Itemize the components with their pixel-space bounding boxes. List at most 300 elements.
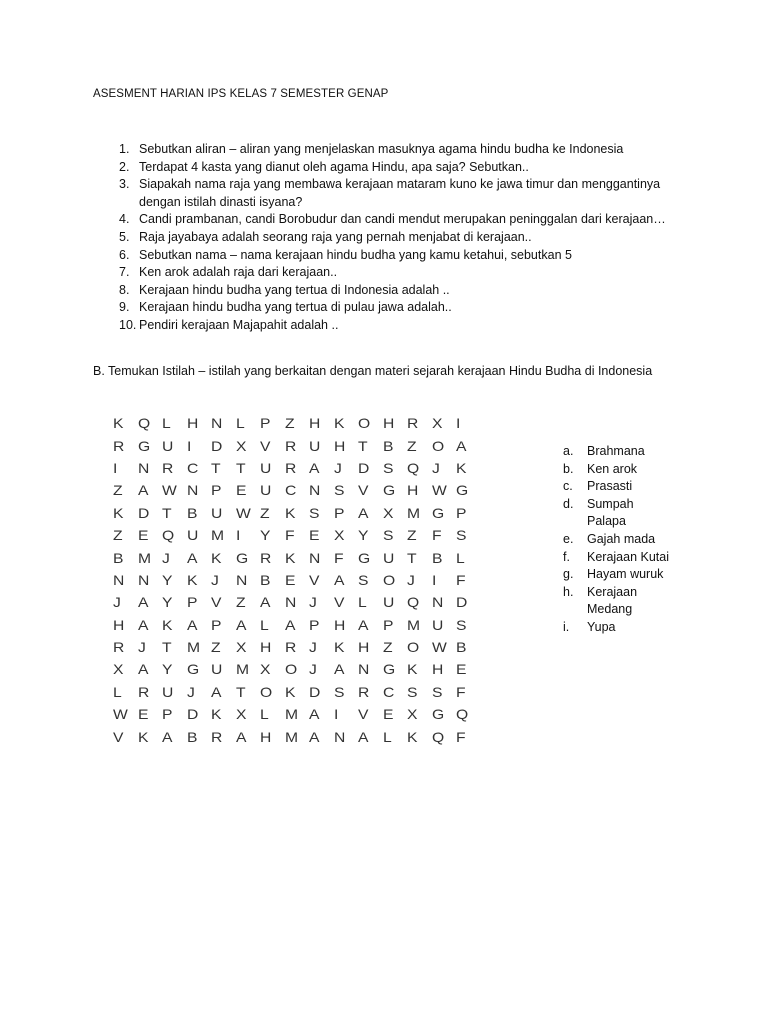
grid-letter: T: [211, 459, 221, 476]
grid-letter: K: [113, 415, 124, 432]
grid-letter: X: [260, 661, 271, 678]
grid-letter: L: [260, 616, 269, 633]
grid-letter: O: [431, 437, 444, 454]
grid-letter: Z: [113, 527, 123, 544]
grid-letter: V: [260, 437, 271, 454]
grid-letter: V: [358, 706, 369, 723]
grid-letter: S: [333, 482, 344, 499]
grid-letter: A: [186, 549, 197, 566]
grid-letter: H: [260, 728, 272, 745]
grid-letter: R: [211, 728, 223, 745]
grid-letter: X: [333, 527, 344, 544]
term-text: Yupa: [587, 619, 616, 634]
grid-letter: U: [382, 549, 394, 566]
grid-letter: D: [137, 504, 149, 521]
question-item: [93, 317, 693, 335]
grid-letter: G: [431, 706, 444, 723]
grid-letter: H: [113, 616, 125, 633]
grid-letter: J: [162, 549, 170, 566]
grid-letter: L: [382, 728, 392, 745]
grid-row: [113, 703, 481, 725]
grid-letter: P: [382, 616, 393, 633]
grid-row: [113, 457, 481, 479]
grid-letter: R: [284, 437, 296, 454]
grid-letter: R: [284, 459, 296, 476]
grid-letter: D: [309, 683, 321, 700]
grid-letter: L: [456, 549, 465, 566]
grid-letter: A: [162, 728, 173, 745]
grid-letter: A: [309, 728, 320, 745]
grid-letter: E: [284, 571, 295, 588]
grid-letter: N: [113, 571, 125, 588]
grid-letter: E: [137, 706, 148, 723]
grid-letter: R: [284, 639, 296, 656]
grid-letter: U: [162, 437, 174, 454]
question-text: Candi prambanan, candi Borobudur dan candi mendut merupakan peninggalan dari kerajaan…: [139, 212, 666, 227]
grid-letter: F: [431, 527, 442, 544]
grid-letter: Z: [284, 415, 295, 432]
grid-letter: B: [382, 437, 393, 454]
grid-row: [113, 725, 481, 747]
grid-letter: H: [358, 639, 370, 656]
grid-row: [113, 636, 481, 658]
grid-letter: H: [260, 639, 272, 656]
grid-letter: J: [137, 639, 146, 656]
grid-letter: Q: [407, 459, 420, 476]
grid-letter: T: [235, 459, 246, 476]
grid-letter: D: [186, 706, 198, 723]
grid-letter: B: [431, 549, 442, 566]
grid-letter: F: [456, 683, 466, 700]
question-text: Siapakah nama raja yang membawa kerajaan mataram kuno ke jawa timur dan menggantinya dengan istilah dinasti isyana?: [139, 177, 661, 209]
grid-letter: B: [186, 728, 197, 745]
grid-letter: G: [431, 504, 444, 521]
grid-letter: P: [162, 706, 173, 723]
term-item: [563, 513, 697, 531]
grid-letter: M: [137, 549, 151, 566]
grid-letter: L: [358, 594, 367, 611]
page-title: ASESMENT HARIAN IPS KELAS 7 SEMESTER GENAP: [93, 88, 389, 100]
question-number: 1.: [119, 142, 130, 156]
term-item: [563, 566, 697, 584]
grid-letter: Q: [407, 594, 420, 611]
grid-letter: J: [309, 639, 317, 656]
term-text: Medang: [587, 602, 633, 617]
grid-letter: O: [284, 661, 297, 678]
grid-letter: I: [456, 415, 461, 432]
grid-letter: A: [137, 661, 148, 678]
term-text: Sumpah: [587, 496, 634, 511]
grid-letter: K: [211, 549, 222, 566]
question-text: Ken arok adalah raja dari kerajaan..: [139, 265, 338, 280]
grid-letter: P: [333, 504, 344, 521]
grid-letter: X: [235, 639, 246, 656]
grid-letter: N: [358, 661, 370, 678]
grid-letter: A: [358, 616, 369, 633]
grid-letter: Z: [113, 482, 123, 499]
grid-letter: Z: [260, 504, 270, 521]
grid-letter: A: [309, 459, 320, 476]
term-label: d.: [563, 496, 574, 511]
question-number: 6.: [119, 247, 130, 262]
grid-letter: E: [235, 482, 246, 499]
grid-letter: M: [407, 616, 421, 633]
term-item: [563, 478, 697, 496]
grid-letter: L: [162, 415, 171, 432]
grid-letter: I: [235, 527, 240, 544]
grid-letter: L: [260, 706, 269, 723]
grid-letter: P: [456, 504, 467, 521]
grid-letter: H: [333, 616, 345, 633]
grid-letter: F: [456, 571, 466, 588]
question-text: Sebutkan nama – nama kerajaan hindu budha yang kamu ketahui, sebutkan 5: [139, 247, 572, 262]
term-label: i.: [563, 619, 570, 634]
grid-letter: K: [186, 571, 197, 588]
grid-letter: O: [260, 683, 273, 700]
question-number: 8.: [119, 282, 130, 297]
grid-letter: H: [186, 415, 198, 432]
grid-letter: U: [382, 594, 394, 611]
term-item: [563, 443, 697, 461]
section-b-heading: B. Temukan Istilah – istilah yang berkaitan dengan materi sejarah kerajaan Hindu Budha di Indonesia: [93, 364, 653, 378]
term-label: f.: [563, 549, 570, 564]
grid-letter: R: [358, 683, 370, 700]
grid-letter: K: [284, 549, 295, 566]
question-item: [93, 211, 693, 229]
grid-letter: N: [211, 415, 223, 432]
term-item: [563, 531, 697, 549]
grid-letter: F: [456, 728, 466, 745]
term-item: [563, 619, 697, 637]
grid-letter: N: [137, 459, 149, 476]
grid-letter: W: [162, 482, 177, 499]
grid-letter: G: [358, 549, 371, 566]
grid-letter: X: [382, 504, 393, 521]
grid-letter: H: [333, 437, 345, 454]
grid-letter: A: [137, 482, 148, 499]
question-text: Sebutkan aliran – aliran yang menjelaskan masuknya agama hindu budha ke Indonesia: [139, 142, 624, 156]
question-list: [93, 141, 693, 335]
grid-letter: Y: [162, 594, 173, 611]
grid-letter: F: [333, 549, 344, 566]
grid-row: [113, 434, 481, 456]
grid-letter: Z: [407, 527, 417, 544]
grid-letter: T: [235, 683, 246, 700]
term-item: [563, 461, 697, 479]
grid-letter: B: [186, 504, 197, 521]
grid-letter: K: [456, 459, 467, 476]
term-item: [563, 549, 697, 567]
grid-letter: S: [382, 459, 393, 476]
grid-letter: J: [309, 594, 317, 611]
question-item: [93, 264, 693, 282]
grid-letter: E: [382, 706, 393, 723]
grid-row: [113, 614, 481, 636]
question-number: 3.: [119, 177, 130, 192]
grid-letter: Q: [162, 527, 175, 544]
grid-letter: A: [260, 594, 271, 611]
grid-letter: S: [431, 683, 442, 700]
grid-letter: O: [407, 639, 420, 656]
grid-letter: J: [113, 594, 121, 611]
term-label: e.: [563, 531, 574, 546]
grid-letter: O: [382, 571, 395, 588]
grid-letter: K: [407, 728, 418, 745]
grid-letter: K: [407, 661, 418, 678]
grid-letter: R: [113, 639, 125, 656]
question-item: [93, 159, 693, 177]
grid-letter: P: [211, 616, 222, 633]
grid-letter: X: [407, 706, 418, 723]
grid-letter: X: [235, 437, 246, 454]
grid-letter: K: [284, 683, 295, 700]
grid-letter: R: [407, 415, 419, 432]
question-text: Raja jayabaya adalah seorang raja yang pernah menjabat di kerajaan..: [139, 229, 532, 244]
grid-letter: I: [333, 706, 338, 723]
grid-letter: M: [211, 527, 225, 544]
question-text: Terdapat 4 kasta yang dianut oleh agama Hindu, apa saja? Sebutkan..: [139, 159, 529, 174]
question-item: [93, 229, 693, 247]
grid-letter: U: [211, 661, 223, 678]
question-number: 7.: [119, 265, 130, 280]
grid-letter: S: [333, 683, 344, 700]
grid-letter: A: [211, 683, 222, 700]
grid-letter: X: [113, 661, 124, 678]
grid-letter: A: [186, 616, 197, 633]
grid-letter: Y: [260, 527, 271, 544]
grid-letter: P: [309, 616, 320, 633]
grid-letter: A: [309, 706, 320, 723]
grid-letter: F: [284, 527, 295, 544]
grid-letter: A: [456, 437, 467, 454]
grid-letter: I: [113, 459, 118, 476]
grid-letter: D: [358, 459, 370, 476]
grid-letter: A: [358, 728, 369, 745]
grid-letter: J: [309, 661, 317, 678]
grid-letter: Q: [137, 415, 150, 432]
grid-letter: W: [431, 482, 447, 499]
grid-letter: A: [235, 616, 246, 633]
grid-letter: G: [382, 661, 395, 678]
grid-letter: U: [309, 437, 321, 454]
grid-letter: W: [431, 639, 447, 656]
question-number: 2.: [119, 159, 130, 174]
grid-row: [113, 412, 481, 434]
grid-row: [113, 591, 481, 613]
grid-letter: T: [358, 437, 368, 454]
term-text: Kerajaan Kutai: [587, 549, 670, 564]
grid-letter: N: [309, 549, 321, 566]
question-item: [93, 247, 693, 265]
grid-letter: H: [407, 482, 419, 499]
grid-letter: X: [431, 415, 442, 432]
grid-letter: N: [309, 482, 321, 499]
grid-letter: T: [162, 504, 172, 521]
question-number: 9.: [119, 300, 130, 315]
grid-letter: M: [284, 728, 298, 745]
grid-letter: K: [162, 616, 173, 633]
grid-letter: Z: [382, 639, 393, 656]
grid-letter: J: [333, 459, 342, 476]
grid-letter: B: [456, 639, 467, 656]
question-item: [93, 141, 693, 159]
grid-row: [113, 681, 481, 703]
grid-letter: O: [358, 415, 371, 432]
grid-row: [113, 569, 481, 591]
question-item: [93, 299, 693, 317]
grid-letter: P: [211, 482, 222, 499]
grid-letter: B: [260, 571, 271, 588]
grid-letter: M: [186, 639, 200, 656]
grid-letter: P: [186, 594, 197, 611]
grid-letter: H: [431, 661, 443, 678]
grid-letter: U: [186, 527, 198, 544]
grid-letter: U: [260, 482, 272, 499]
grid-letter: K: [333, 639, 344, 656]
grid-letter: N: [186, 482, 198, 499]
grid-letter: V: [211, 594, 222, 611]
grid-letter: D: [456, 594, 468, 611]
grid-letter: K: [113, 504, 124, 521]
grid-letter: V: [309, 571, 320, 588]
grid-letter: U: [260, 459, 272, 476]
term-text: Gajah mada: [587, 531, 656, 546]
term-text: Ken arok: [587, 461, 638, 476]
term-item: [563, 601, 697, 619]
term-label: g.: [563, 567, 574, 582]
question-text: Kerajaan hindu budha yang tertua di pulau jawa adalah..: [139, 300, 452, 315]
grid-letter: L: [113, 683, 122, 700]
term-label: b.: [563, 461, 574, 476]
grid-letter: E: [456, 661, 467, 678]
grid-letter: C: [186, 459, 198, 476]
grid-letter: N: [235, 571, 247, 588]
grid-letter: A: [137, 594, 148, 611]
grid-letter: G: [235, 549, 248, 566]
grid-letter: Y: [358, 527, 369, 544]
grid-letter: N: [333, 728, 345, 745]
grid-letter: I: [431, 571, 436, 588]
grid-letter: Q: [431, 728, 444, 745]
grid-letter: Q: [456, 706, 469, 723]
question-item: [93, 176, 693, 211]
grid-letter: T: [162, 639, 172, 656]
grid-letter: P: [260, 415, 271, 432]
grid-letter: Z: [407, 437, 417, 454]
grid-letter: Y: [162, 661, 173, 678]
grid-letter: S: [407, 683, 418, 700]
grid-letter: N: [284, 594, 296, 611]
grid-letter: N: [431, 594, 443, 611]
grid-letter: S: [382, 527, 393, 544]
term-text: Kerajaan: [587, 584, 638, 599]
grid-letter: U: [431, 616, 443, 633]
term-label: a.: [563, 444, 574, 458]
term-item: [563, 496, 697, 514]
grid-letter: A: [284, 616, 295, 633]
grid-letter: V: [358, 482, 369, 499]
grid-letter: G: [382, 482, 395, 499]
grid-letter: Y: [162, 571, 173, 588]
grid-letter: U: [211, 504, 223, 521]
grid-letter: J: [431, 459, 440, 476]
grid-letter: R: [113, 437, 125, 454]
question-number: 5.: [119, 229, 130, 244]
grid-letter: K: [284, 504, 295, 521]
grid-letter: G: [137, 437, 150, 454]
grid-letter: S: [456, 616, 467, 633]
grid-letter: S: [309, 504, 320, 521]
grid-letter: U: [162, 683, 174, 700]
question-number: 4.: [119, 212, 130, 227]
term-label: h.: [563, 584, 574, 599]
grid-letter: W: [235, 504, 251, 521]
grid-row: [113, 546, 481, 568]
grid-letter: S: [456, 527, 467, 544]
grid-letter: T: [407, 549, 417, 566]
grid-letter: H: [309, 415, 321, 432]
word-search-grid: [113, 412, 481, 748]
term-label: c.: [563, 479, 573, 494]
question-text: Kerajaan hindu budha yang tertua di Indonesia adalah ..: [139, 282, 450, 297]
grid-letter: M: [235, 661, 249, 678]
grid-letter: I: [186, 437, 191, 454]
grid-letter: H: [382, 415, 394, 432]
term-text: Palapa: [587, 514, 626, 529]
term-text: Brahmana: [587, 444, 645, 458]
grid-letter: M: [284, 706, 298, 723]
grid-row: [113, 658, 481, 680]
grid-row: [113, 524, 481, 546]
question-text: Pendiri kerajaan Majapahit adalah ..: [139, 317, 339, 332]
grid-letter: M: [407, 504, 421, 521]
grid-letter: A: [333, 571, 344, 588]
grid-letter: C: [382, 683, 394, 700]
grid-letter: A: [137, 616, 148, 633]
grid-letter: R: [137, 683, 149, 700]
term-list: [563, 443, 697, 637]
grid-letter: K: [333, 415, 344, 432]
grid-letter: W: [113, 706, 128, 723]
grid-letter: R: [260, 549, 272, 566]
grid-letter: E: [309, 527, 320, 544]
question-number: 10.: [119, 317, 137, 332]
grid-letter: X: [235, 706, 246, 723]
grid-letter: J: [407, 571, 415, 588]
term-item: [563, 584, 697, 602]
grid-letter: J: [211, 571, 219, 588]
grid-row: [113, 502, 481, 524]
grid-letter: J: [186, 683, 195, 700]
term-text: Hayam wuruk: [587, 567, 664, 582]
grid-letter: G: [186, 661, 199, 678]
grid-letter: D: [211, 437, 223, 454]
grid-letter: A: [235, 728, 246, 745]
grid-letter: A: [358, 504, 369, 521]
grid-letter: L: [235, 415, 245, 432]
grid-letter: V: [113, 728, 124, 745]
grid-letter: K: [137, 728, 148, 745]
grid-letter: V: [333, 594, 344, 611]
grid-letter: G: [456, 482, 469, 499]
grid-letter: Z: [211, 639, 221, 656]
grid-letter: R: [162, 459, 174, 476]
grid-letter: A: [333, 661, 344, 678]
grid-letter: N: [137, 571, 149, 588]
grid-letter: Z: [235, 594, 246, 611]
grid-letter: C: [284, 482, 296, 499]
grid-letter: S: [358, 571, 369, 588]
